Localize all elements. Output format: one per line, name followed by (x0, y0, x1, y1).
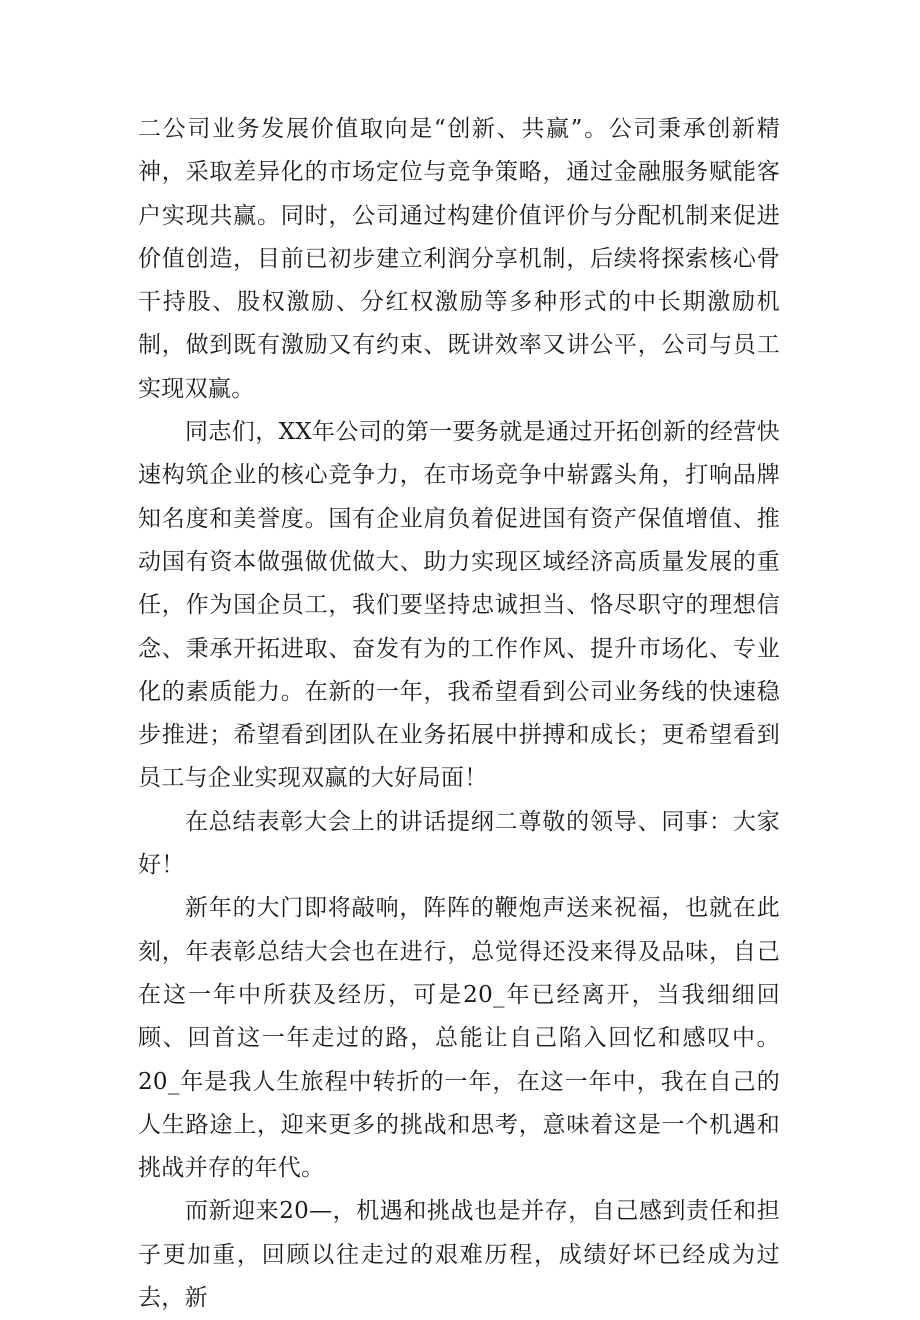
paragraph-2: 同志们，XX年公司的第一要务就是通过开拓创新的经营快速构筑企业的核心竞争力，在市场竞争中崭露头角，打响品牌知名度和美誉度。国有企业肩负着促进国有资产保值增值、推动国有资本做强做优做大、助力实现区域经济高质量发展的重任，作为国企员工，我们要坚持忠诚担当、恪尽职守的理想信念、秉承开拓进取、奋发有为的工作作风、提升市场化、专业化的素质能力。在新的一年，我希望看到公司业务线的快速稳步推进；希望看到团队在业务拓展中拼搏和成长；更希望看到员工与企业实现双赢的大好局面！ (138, 419, 780, 792)
document-body (138, 108, 780, 1320)
paragraph-5: 而新迎来20—，机遇和挑战也是并存，自己感到责任和担子更加重，回顾以往走过的艰难历程，成绩好坏已经成为过去，新 (138, 1198, 780, 1312)
paragraph-1: 二公司业务发展价值取向是“创新、共赢”。公司秉承创新精神，采取差异化的市场定位与竞争策略，通过金融服务赋能客户实现共赢。同时，公司通过构建价值评价与分配机制来促进价值创造，目前已初步建立利润分享机制，后续将探索核心骨干持股、股权激励、分红权激励等多种形式的中长期激励机制，做到既有激励又有约束、既讲效率又讲公平，公司与员工实现双赢。 (138, 116, 780, 402)
paragraph-4: 新年的大门即将敲响，阵阵的鞭炮声送来祝福，也就在此刻，年表彰总结大会也在进行，总觉得还没来得及品味，自己在这一年中所获及经历，可是20_年已经离开，当我细细回顾、回首这一年走过的路，总能让自己陷入回忆和感叹中。20_年是我人生旅程中转折的一年，在这一年中，我在自己的人生路途上，迎来更多的挑战和思考，意味着这是一个机遇和挑战并存的年代。 (138, 895, 780, 1182)
paragraph-3: 在总结表彰大会上的讲话提纲二尊敬的领导、同事：大家好！ (138, 808, 780, 879)
